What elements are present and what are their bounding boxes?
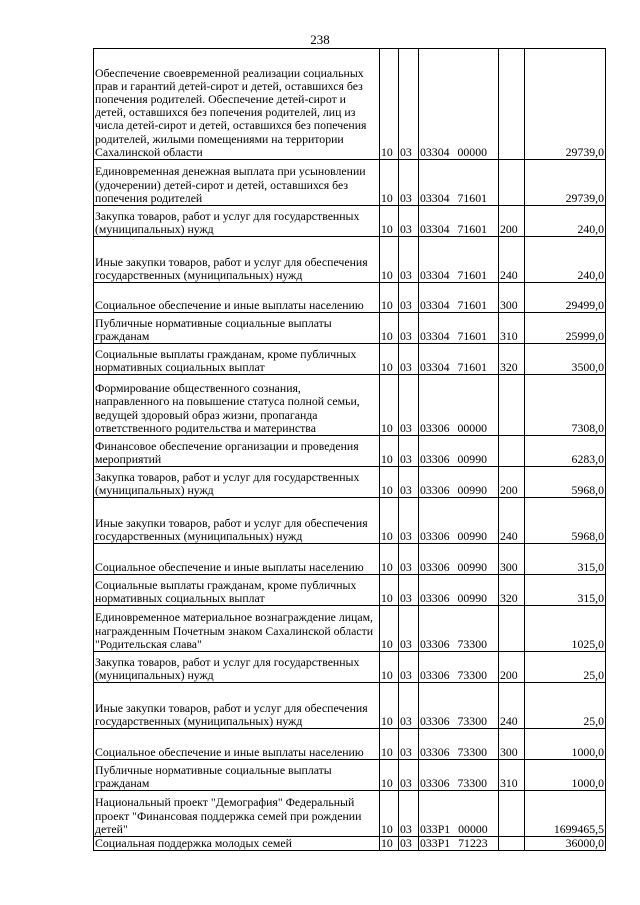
target-article-program-code: 03306: [420, 482, 450, 497]
target-article-direction-code: 71601: [457, 190, 487, 205]
subsection-code-cell: 03: [399, 49, 419, 160]
table-row: [94, 283, 606, 313]
target-article-program-code: 03304: [420, 190, 450, 205]
target-article-program-code: 03306: [420, 451, 450, 466]
subsection-code-cell: 03: [399, 683, 419, 729]
section-code-cell: 10: [380, 498, 399, 544]
target-article-cell: [419, 606, 499, 652]
expense-name-cell: Иные закупки товаров, работ и услуг для обеспечения государственных (муниципальных) нужд: [94, 683, 380, 729]
amount-cell: 29739,0: [525, 160, 606, 206]
target-article-cell: [419, 544, 499, 575]
target-article-cell: [419, 344, 499, 375]
target-article-direction-code: 71601: [457, 221, 487, 236]
expense-name-cell: Иные закупки товаров, работ и услуг для обеспечения государственных (муниципальных) нужд: [94, 498, 380, 544]
section-code-cell: 10: [380, 837, 399, 851]
table-row: [94, 49, 606, 160]
expense-type-cell: 200: [499, 467, 525, 498]
target-article-cell: [419, 498, 499, 544]
subsection-code-cell: 03: [399, 760, 419, 791]
target-article-direction-code: 00990: [457, 482, 487, 497]
table-row: [94, 436, 606, 467]
subsection-code-cell: 03: [399, 237, 419, 283]
expense-type-cell: 310: [499, 760, 525, 791]
expense-name-cell: Иные закупки товаров, работ и услуг для обеспечения государственных (муниципальных) нужд: [94, 237, 380, 283]
expense-type-cell: 240: [499, 237, 525, 283]
target-article-cell: [419, 436, 499, 467]
expense-name-cell: Социальные выплаты гражданам, кроме публичных нормативных социальных выплат: [94, 344, 380, 375]
table-row: [94, 683, 606, 729]
table-row: [94, 575, 606, 606]
subsection-code-cell: 03: [399, 467, 419, 498]
expense-name-cell: Социальное обеспечение и иные выплаты населению: [94, 729, 380, 760]
expense-name-cell: Финансовое обеспечение организации и проведения мероприятий: [94, 436, 380, 467]
table-row: [94, 606, 606, 652]
expense-type-cell: 200: [499, 652, 525, 683]
section-code-cell: 10: [380, 283, 399, 313]
subsection-code-cell: 03: [399, 160, 419, 206]
target-article-direction-code: 73300: [457, 667, 487, 682]
section-code-cell: 10: [380, 237, 399, 283]
expense-type-cell: 300: [499, 283, 525, 313]
subsection-code-cell: 03: [399, 436, 419, 467]
subsection-code-cell: 03: [399, 344, 419, 375]
section-code-cell: 10: [380, 575, 399, 606]
target-article-direction-code: 71601: [457, 328, 487, 343]
section-code-cell: 10: [380, 544, 399, 575]
target-article-cell: [419, 313, 499, 344]
amount-cell: 1025,0: [525, 606, 606, 652]
section-code-cell: 10: [380, 791, 399, 837]
table-row: [94, 760, 606, 791]
target-article-cell: [419, 49, 499, 160]
table-row: [94, 344, 606, 375]
table-row: [94, 544, 606, 575]
target-article-program-code: 03306: [420, 636, 450, 651]
section-code-cell: 10: [380, 436, 399, 467]
expense-type-cell: [499, 791, 525, 837]
expense-type-cell: [499, 49, 525, 160]
target-article-cell: [419, 760, 499, 791]
amount-cell: 29739,0: [525, 49, 606, 160]
section-code-cell: 10: [380, 652, 399, 683]
subsection-code-cell: 03: [399, 283, 419, 313]
expense-name-cell: Социальное обеспечение и иные выплаты населению: [94, 544, 380, 575]
subsection-code-cell: 03: [399, 206, 419, 237]
target-article-direction-code: 71223: [458, 836, 488, 850]
budget-table-body: [94, 49, 606, 851]
subsection-code-cell: 03: [399, 544, 419, 575]
amount-cell: 240,0: [525, 237, 606, 283]
amount-cell: 6283,0: [525, 436, 606, 467]
subsection-code-cell: 03: [399, 575, 419, 606]
amount-cell: 1000,0: [525, 760, 606, 791]
target-article-direction-code: 73300: [457, 713, 487, 728]
target-article-direction-code: 73300: [457, 744, 487, 759]
subsection-code-cell: 03: [399, 498, 419, 544]
expense-name-cell: Формирование общественного сознания, направленного на повышение статуса полной семьи, ведущей здоровый образ жизни, пропаганда ответственного родительства и материнства: [94, 375, 380, 436]
expense-type-cell: [499, 837, 525, 851]
target-article-direction-code: 71601: [457, 359, 487, 374]
target-article-direction-code: 00990: [457, 528, 487, 543]
target-article-cell: [419, 206, 499, 237]
section-code-cell: 10: [380, 375, 399, 436]
subsection-code-cell: 03: [399, 375, 419, 436]
subsection-code-cell: 03: [399, 729, 419, 760]
section-code-cell: 10: [380, 160, 399, 206]
target-article-direction-code: 00000: [458, 821, 488, 836]
target-article-cell: [419, 375, 499, 436]
expense-type-cell: [499, 375, 525, 436]
table-row: [94, 791, 606, 837]
amount-cell: 5968,0: [525, 467, 606, 498]
target-article-program-code: 03304: [420, 359, 450, 374]
table-row: [94, 498, 606, 544]
target-article-program-code: 033P1: [420, 821, 451, 836]
subsection-code-cell: 03: [399, 837, 419, 851]
expense-name-cell: Закупка товаров, работ и услуг для государственных (муниципальных) нужд: [94, 206, 380, 237]
target-article-direction-code: 00000: [457, 420, 487, 435]
target-article-program-code: 03304: [420, 144, 450, 159]
expense-name-cell: Публичные нормативные социальные выплаты гражданам: [94, 313, 380, 344]
expense-name-cell: Единовременная денежная выплата при усыновлении (удочерении) детей-сирот и детей, оставшихся без попечения родителей: [94, 160, 380, 206]
target-article-program-code: 033P1: [420, 836, 451, 850]
target-article-cell: [419, 237, 499, 283]
amount-cell: 315,0: [525, 544, 606, 575]
table-row: [94, 237, 606, 283]
expense-name-cell: Обеспечение своевременной реализации социальных прав и гарантий детей-сирот и детей, оставшихся без попечения родителей. Обеспечение детей-сирот и детей, оставшихся без попечения родителей, лиц из числа детей-сирот и детей, оставшихся без попечения родителей, жилыми помещениями на территории Сахалинской области: [94, 49, 380, 160]
section-code-cell: 10: [380, 206, 399, 237]
amount-cell: 29499,0: [525, 283, 606, 313]
expense-type-cell: 320: [499, 344, 525, 375]
section-code-cell: 10: [380, 760, 399, 791]
target-article-direction-code: 00990: [457, 559, 487, 574]
subsection-code-cell: 03: [399, 313, 419, 344]
target-article-program-code: 03304: [420, 297, 450, 312]
target-article-cell: [419, 160, 499, 206]
target-article-program-code: 03306: [420, 528, 450, 543]
page-number: 238: [310, 32, 330, 47]
expense-name-cell: Социальные выплаты гражданам, кроме публичных нормативных социальных выплат: [94, 575, 380, 606]
amount-cell: 25,0: [525, 652, 606, 683]
target-article-direction-code: 00990: [457, 451, 487, 466]
section-code-cell: 10: [380, 467, 399, 498]
section-code-cell: 10: [380, 606, 399, 652]
target-article-program-code: 03304: [420, 221, 450, 236]
section-code-cell: 10: [380, 313, 399, 344]
expense-type-cell: 320: [499, 575, 525, 606]
target-article-cell: [419, 837, 499, 851]
amount-cell: 25999,0: [525, 313, 606, 344]
table-row: [94, 313, 606, 344]
expense-type-cell: 200: [499, 206, 525, 237]
section-code-cell: 10: [380, 683, 399, 729]
target-article-cell: [419, 467, 499, 498]
expense-name-cell: Закупка товаров, работ и услуг для государственных (муниципальных) нужд: [94, 652, 380, 683]
subsection-code-cell: 03: [399, 791, 419, 837]
expense-name-cell: Социальная поддержка молодых семей: [94, 837, 380, 851]
target-article-direction-code: 71601: [457, 267, 487, 282]
target-article-cell: [419, 575, 499, 606]
target-article-direction-code: 73300: [457, 636, 487, 651]
target-article-program-code: 03306: [420, 559, 450, 574]
expense-type-cell: 300: [499, 729, 525, 760]
amount-cell: 315,0: [525, 575, 606, 606]
table-row: [94, 160, 606, 206]
target-article-program-code: 03306: [420, 420, 450, 435]
amount-cell: 25,0: [525, 683, 606, 729]
table-row: [94, 206, 606, 237]
target-article-program-code: 03306: [420, 590, 450, 605]
target-article-program-code: 03304: [420, 328, 450, 343]
expense-name-cell: Единовременное материальное вознаграждение лицам, награжденным Почетным знаком Сахалинской области "Родительская слава": [94, 606, 380, 652]
table-row: [94, 652, 606, 683]
amount-cell: 7308,0: [525, 375, 606, 436]
target-article-direction-code: 00990: [457, 590, 487, 605]
target-article-program-code: 03306: [420, 667, 450, 682]
target-article-cell: [419, 283, 499, 313]
amount-cell: 240,0: [525, 206, 606, 237]
expense-type-cell: 300: [499, 544, 525, 575]
amount-cell: 3500,0: [525, 344, 606, 375]
expense-type-cell: [499, 606, 525, 652]
target-article-direction-code: 71601: [457, 297, 487, 312]
section-code-cell: 10: [380, 49, 399, 160]
target-article-direction-code: 73300: [457, 775, 487, 790]
target-article-cell: [419, 729, 499, 760]
target-article-program-code: 03306: [420, 713, 450, 728]
expense-type-cell: 310: [499, 313, 525, 344]
amount-cell: 1000,0: [525, 729, 606, 760]
table-row: [94, 837, 606, 851]
subsection-code-cell: 03: [399, 606, 419, 652]
target-article-cell: [419, 652, 499, 683]
amount-cell: 1699465,5: [525, 791, 606, 837]
amount-cell: 5968,0: [525, 498, 606, 544]
target-article-program-code: 03306: [420, 775, 450, 790]
target-article-direction-code: 00000: [457, 144, 487, 159]
expense-type-cell: 240: [499, 498, 525, 544]
table-row: [94, 375, 606, 436]
subsection-code-cell: 03: [399, 652, 419, 683]
expense-type-cell: 240: [499, 683, 525, 729]
expense-name-cell: Публичные нормативные социальные выплаты гражданам: [94, 760, 380, 791]
section-code-cell: 10: [380, 344, 399, 375]
amount-cell: 36000,0: [525, 837, 606, 851]
expense-type-cell: [499, 160, 525, 206]
expense-name-cell: Закупка товаров, работ и услуг для государственных (муниципальных) нужд: [94, 467, 380, 498]
target-article-cell: [419, 683, 499, 729]
target-article-cell: [419, 791, 499, 837]
budget-table: [93, 48, 606, 851]
expense-name-cell: Национальный проект "Демография" Федеральный проект "Финансовая поддержка семей при рождении детей": [94, 791, 380, 837]
expense-type-cell: [499, 436, 525, 467]
table-row: [94, 729, 606, 760]
section-code-cell: 10: [380, 729, 399, 760]
target-article-program-code: 03306: [420, 744, 450, 759]
expense-name-cell: Социальное обеспечение и иные выплаты населению: [94, 283, 380, 313]
target-article-program-code: 03304: [420, 267, 450, 282]
table-row: [94, 467, 606, 498]
